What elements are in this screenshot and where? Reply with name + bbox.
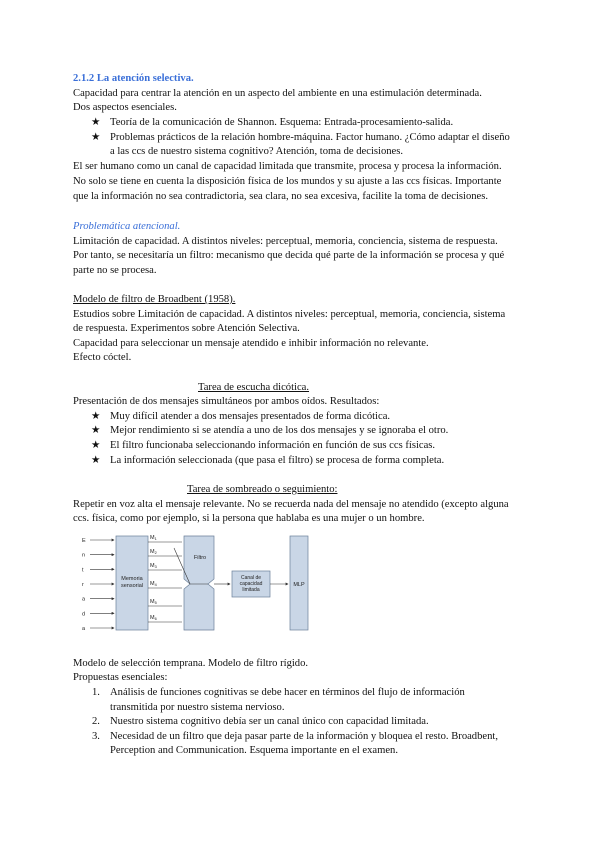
dicotica-title: Tarea de escucha dicótica.	[198, 382, 310, 393]
intro-line-1: Capacidad para centrar la atención en un aspecto del ambiente en una estimulación determinada.	[73, 88, 482, 99]
message-label: $M_2$	[150, 549, 157, 556]
item-number: 2.	[92, 716, 100, 727]
sombreado-title: Tarea de sombreado o seguimiento:	[187, 484, 338, 495]
filter-shape	[184, 536, 214, 630]
mlp-label: MLP	[293, 582, 305, 588]
propuesta-2-line-1: Nuestro sistema cognitivo debía ser un canal único con capacidad limitada.	[110, 716, 429, 727]
sombreado-line-1: Repetir en voz alta el mensaje relevante. No se recuerda nada del mensaje no atendido (excepto alguna	[73, 499, 509, 510]
broadbent-line-4: Efecto cóctel.	[73, 352, 132, 363]
star-bullet-icon: ★	[91, 117, 101, 128]
input-letter: r	[82, 582, 84, 588]
aspect-1: Teoría de la comunicación de Shannon. Esquema: Entrada-procesamiento-salida.	[110, 117, 454, 128]
dicotica-intro: Presentación de dos mensajes simultáneos por ambos oídos. Resultados:	[73, 396, 380, 407]
star-bullet-icon: ★	[91, 411, 101, 422]
propuesta-3-line-1: Necesidad de un filtro que deja pasar parte de la información y bloquea el resto. Broadbent,	[110, 731, 498, 742]
star-bullet-icon: ★	[91, 425, 101, 436]
para1-line-3: que la información no sea contradictoria, sea clara, no sea excesiva, facilite la toma de decisiones.	[73, 191, 489, 202]
input-letter: E	[82, 538, 86, 544]
problematica-title: Problemática atencional.	[73, 221, 181, 232]
star-bullet-icon: ★	[91, 455, 101, 466]
propuesta-3-line-2: Perception and Communication. Esquema importante en el examen.	[110, 745, 399, 756]
input-letter: a	[82, 596, 86, 603]
broadbent-filter-diagram	[80, 534, 320, 634]
memory-label-line-1: Memoria	[121, 576, 143, 582]
broadbent-line-2: de respuesta. Experimentos sobre Atención Selectiva.	[73, 323, 300, 334]
broadbent-line-1: Estudios sobre Limitación de capacidad. A distintos niveles: perceptual, memoria, conciencia, sistema	[73, 309, 506, 320]
channel-label-line-3: limitada	[242, 587, 260, 593]
propuestas-title: Propuestas esenciales:	[73, 672, 168, 683]
star-bullet-icon: ★	[91, 440, 101, 451]
input-letter: a	[82, 626, 86, 632]
dicotica-result-2: Mejor rendimiento si se atendía a uno de los dos mensajes y se ignoraba el otro.	[110, 425, 449, 436]
input-letter: d	[82, 611, 86, 618]
problematica-line-2: Por tanto, se necesitaría un filtro: mecanismo que decida qué parte de la información se procesa y qué	[73, 250, 505, 261]
dicotica-result-4: La información seleccionada (que pasa el filtro) se procesa de forma completa.	[110, 455, 445, 466]
channel-label-line-1: Canal de	[240, 575, 262, 581]
message-label: $M_4$	[150, 581, 157, 588]
dicotica-result-3: El filtro funcionaba seleccionando información en función de sus ccs físicas.	[110, 440, 436, 451]
broadbent-title: Modelo de filtro de Broadbent (1958).	[73, 294, 236, 305]
problematica-line-3: parte no se procesa.	[73, 265, 157, 276]
dicotica-result-1: Muy difícil atender a dos mensajes presentados de forma dicótica.	[110, 411, 391, 422]
message-label: $M_5$	[150, 599, 157, 606]
memory-label-line-2: sensorial	[120, 583, 144, 589]
aspect-2-line-1: Problemas prácticos de la relación hombre-máquina. Factor humano. ¿Cómo adaptar el diseño	[110, 132, 510, 143]
para1-line-1: El ser humano como un canal de capacidad limitada que transmite, procesa y procesa la información.	[73, 161, 502, 172]
item-number: 3.	[92, 731, 100, 742]
broadbent-line-3: Capacidad para seleccionar un mensaje atendido e inhibir información no relevante.	[73, 338, 429, 349]
star-bullet-icon: ★	[91, 132, 101, 143]
message-lines	[148, 535, 182, 622]
channel-label-line-2: capacidad	[239, 581, 263, 587]
sombreado-line-2: ccs. física, como por ejemplo, si la persona que hablaba es una mujer o un hombre.	[73, 513, 425, 524]
modelo-line: Modelo de selección temprana. Modelo de filtro rígido.	[73, 658, 309, 669]
message-label: $M_6$	[150, 615, 157, 622]
input-letters	[82, 538, 114, 632]
aspect-2-line-2: a las ccs de nuestro sistema cognitivo? Atención, toma de decisiones.	[110, 146, 404, 157]
propuesta-1-line-1: Análisis de funciones cognitivas se debe hacer en términos del flujo de información	[110, 687, 465, 698]
message-label: $M_3$	[150, 563, 157, 570]
para1-line-2: No solo se tiene en cuenta la disposición física de los mundos y su ajuste a las ccs físicas. Importante	[73, 176, 502, 187]
propuesta-1-line-2: transmitida por nuestro sistema nervioso.	[110, 702, 285, 713]
intro-line-2: Dos aspectos esenciales.	[73, 102, 177, 113]
message-label: $M_1$	[150, 535, 157, 542]
input-letter: n	[82, 552, 86, 559]
filter-label: Filtro	[193, 555, 207, 561]
problematica-line-1: Limitación de capacidad. A distintos niveles: perceptual, memoria, conciencia, sistema de respuesta.	[73, 236, 498, 247]
item-number: 1.	[92, 687, 100, 698]
section-title: 2.1.2 La atención selectiva.	[73, 73, 194, 84]
input-letter: t	[82, 567, 84, 574]
